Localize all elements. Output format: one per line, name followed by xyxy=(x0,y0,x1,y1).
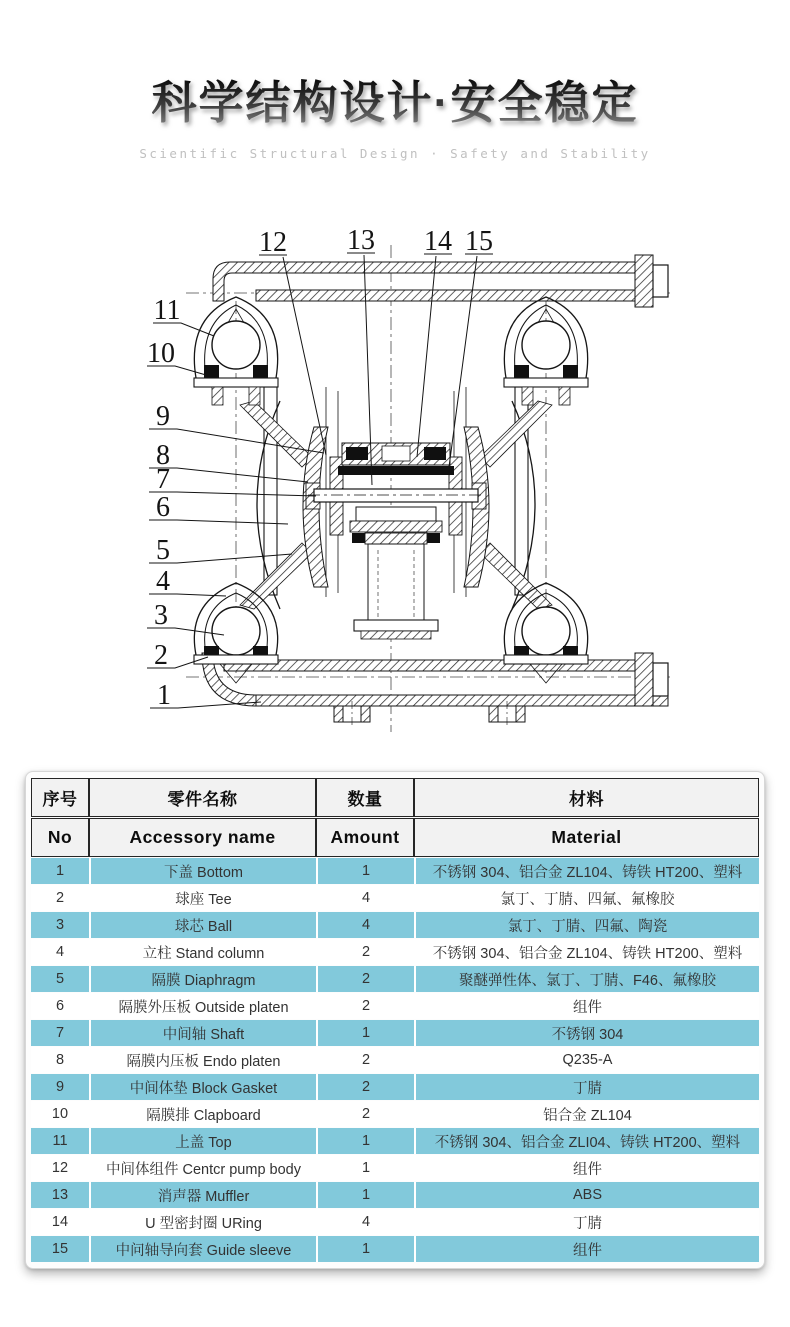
callout-label: 7 xyxy=(156,464,170,495)
cell-no: 7 xyxy=(31,1020,89,1046)
cell-material: 不锈钢 304 xyxy=(414,1020,759,1046)
cell-no: 11 xyxy=(31,1128,89,1154)
callout-label: 12 xyxy=(259,227,287,258)
cell-name: 球座 Tee xyxy=(89,885,316,911)
callout-label: 1 xyxy=(157,680,171,711)
cell-material: 丁腈 xyxy=(414,1074,759,1100)
cell-no: 12 xyxy=(31,1155,89,1181)
col-header-name-en: Accessory name xyxy=(89,818,316,857)
pump-diagram-svg xyxy=(116,205,676,753)
parts-table-body xyxy=(31,858,759,1262)
cell-material: Q235-A xyxy=(414,1047,759,1073)
pump-diagram xyxy=(116,205,676,753)
top-manifold xyxy=(213,255,668,307)
table-row xyxy=(31,966,759,992)
cell-name: 隔膜排 Clapboard xyxy=(89,1101,316,1127)
table-row xyxy=(31,1236,759,1262)
cell-amount: 2 xyxy=(316,1074,414,1100)
cell-material: 氯丁、丁腈、四氟、氟橡胶 xyxy=(414,885,759,911)
cell-no: 14 xyxy=(31,1209,89,1235)
cell-name: 消声器 Muffler xyxy=(89,1182,316,1208)
callout-label: 4 xyxy=(156,566,170,597)
col-header-name-cn: 零件名称 xyxy=(89,778,316,817)
cell-name: 中问轴导向套 Guide sleeve xyxy=(89,1236,316,1262)
cell-name: 立柱 Stand column xyxy=(89,939,316,965)
table-row xyxy=(31,1020,759,1046)
table-row xyxy=(31,1047,759,1073)
page-subtitle: Scientific Structural Design · Safety and Stability xyxy=(139,146,651,161)
cell-material: 不锈钢 304、铝合金 ZL104、铸铁 HT200、塑料 xyxy=(414,858,759,884)
cell-no: 9 xyxy=(31,1074,89,1100)
cell-amount: 4 xyxy=(316,912,414,938)
cell-amount: 2 xyxy=(316,966,414,992)
table-row xyxy=(31,1209,759,1235)
cell-no: 13 xyxy=(31,1182,89,1208)
table-row xyxy=(31,939,759,965)
callout-label: 10 xyxy=(147,338,175,369)
cell-material: 聚醚弹性体、氯丁、丁腈、F46、氟橡胶 xyxy=(414,966,759,992)
callout-label: 5 xyxy=(156,535,170,566)
cell-name: 中间体组件 Centcr pump body xyxy=(89,1155,316,1181)
col-header-amount-cn: 数量 xyxy=(316,778,414,817)
table-row xyxy=(31,1101,759,1127)
cell-name: 隔膜外压板 Outside platen xyxy=(89,993,316,1019)
table-row xyxy=(31,1128,759,1154)
cell-name: 隔膜内压板 Endo platen xyxy=(89,1047,316,1073)
callout-label: 15 xyxy=(465,226,493,257)
cell-name: 隔膜 Diaphragm xyxy=(89,966,316,992)
callout-label: 9 xyxy=(156,401,170,432)
cell-no: 8 xyxy=(31,1047,89,1073)
cell-material: 组件 xyxy=(414,1155,759,1181)
cell-amount: 4 xyxy=(316,885,414,911)
cell-amount: 4 xyxy=(316,1209,414,1235)
cell-name: 中间体垫 Block Gasket xyxy=(89,1074,316,1100)
cell-material: 铝合金 ZL104 xyxy=(414,1101,759,1127)
callout-label: 14 xyxy=(424,226,452,257)
cell-amount: 2 xyxy=(316,1101,414,1127)
cell-no: 1 xyxy=(31,858,89,884)
col-header-no-en: No xyxy=(31,818,89,857)
cell-amount: 1 xyxy=(316,858,414,884)
table-row xyxy=(31,993,759,1019)
callout-label: 8 xyxy=(156,440,170,471)
parts-table xyxy=(31,777,759,1263)
cell-name: 上盖 Top xyxy=(89,1128,316,1154)
callout-label: 13 xyxy=(347,225,375,256)
cell-amount: 2 xyxy=(316,1047,414,1073)
page-title: 科学结构设计·安全稳定 xyxy=(152,66,639,131)
cell-material: 组件 xyxy=(414,993,759,1019)
col-header-no-cn: 序号 xyxy=(31,778,89,817)
cell-name: 下盖 Bottom xyxy=(89,858,316,884)
cell-material: ABS xyxy=(414,1182,759,1208)
cell-no: 5 xyxy=(31,966,89,992)
cell-no: 10 xyxy=(31,1101,89,1127)
cell-no: 6 xyxy=(31,993,89,1019)
cell-no: 15 xyxy=(31,1236,89,1262)
cell-no: 4 xyxy=(31,939,89,965)
table-row xyxy=(31,1074,759,1100)
cell-material: 不锈钢 304、铝合金 ZLI04、铸铁 HT200、塑料 xyxy=(414,1128,759,1154)
cell-amount: 1 xyxy=(316,1128,414,1154)
cell-material: 不锈钢 304、铝合金 ZL104、铸铁 HT200、塑料 xyxy=(414,939,759,965)
cell-name: U 型密封圈 URing xyxy=(89,1209,316,1235)
col-header-material-cn: 材料 xyxy=(414,778,759,817)
parts-table-head xyxy=(31,778,759,857)
table-row xyxy=(31,912,759,938)
cell-name: 球芯 Ball xyxy=(89,912,316,938)
table-row xyxy=(31,1182,759,1208)
cell-material: 氯丁、丁腈、四氟、陶瓷 xyxy=(414,912,759,938)
cell-amount: 2 xyxy=(316,993,414,1019)
col-header-material-en: Material xyxy=(414,818,759,857)
cell-amount: 1 xyxy=(316,1236,414,1262)
cell-no: 2 xyxy=(31,885,89,911)
cell-no: 3 xyxy=(31,912,89,938)
cell-amount: 2 xyxy=(316,939,414,965)
callout-label: 11 xyxy=(153,295,181,326)
cell-amount: 1 xyxy=(316,1020,414,1046)
callout-label: 3 xyxy=(154,600,168,631)
header-row-cn xyxy=(31,778,759,817)
callout-label: 6 xyxy=(156,492,170,523)
col-header-amount-en: Amount xyxy=(316,818,414,857)
cell-amount: 1 xyxy=(316,1155,414,1181)
header-row-en xyxy=(31,818,759,857)
title-block xyxy=(0,0,790,161)
callout-label: 2 xyxy=(154,640,168,671)
table-row xyxy=(31,1155,759,1181)
cell-amount: 1 xyxy=(316,1182,414,1208)
parts-table-card xyxy=(25,771,765,1269)
table-row xyxy=(31,858,759,884)
center-assembly xyxy=(306,443,486,639)
cell-name: 中间轴 Shaft xyxy=(89,1020,316,1046)
table-row xyxy=(31,885,759,911)
cell-material: 组件 xyxy=(414,1236,759,1262)
cell-material: 丁腈 xyxy=(414,1209,759,1235)
